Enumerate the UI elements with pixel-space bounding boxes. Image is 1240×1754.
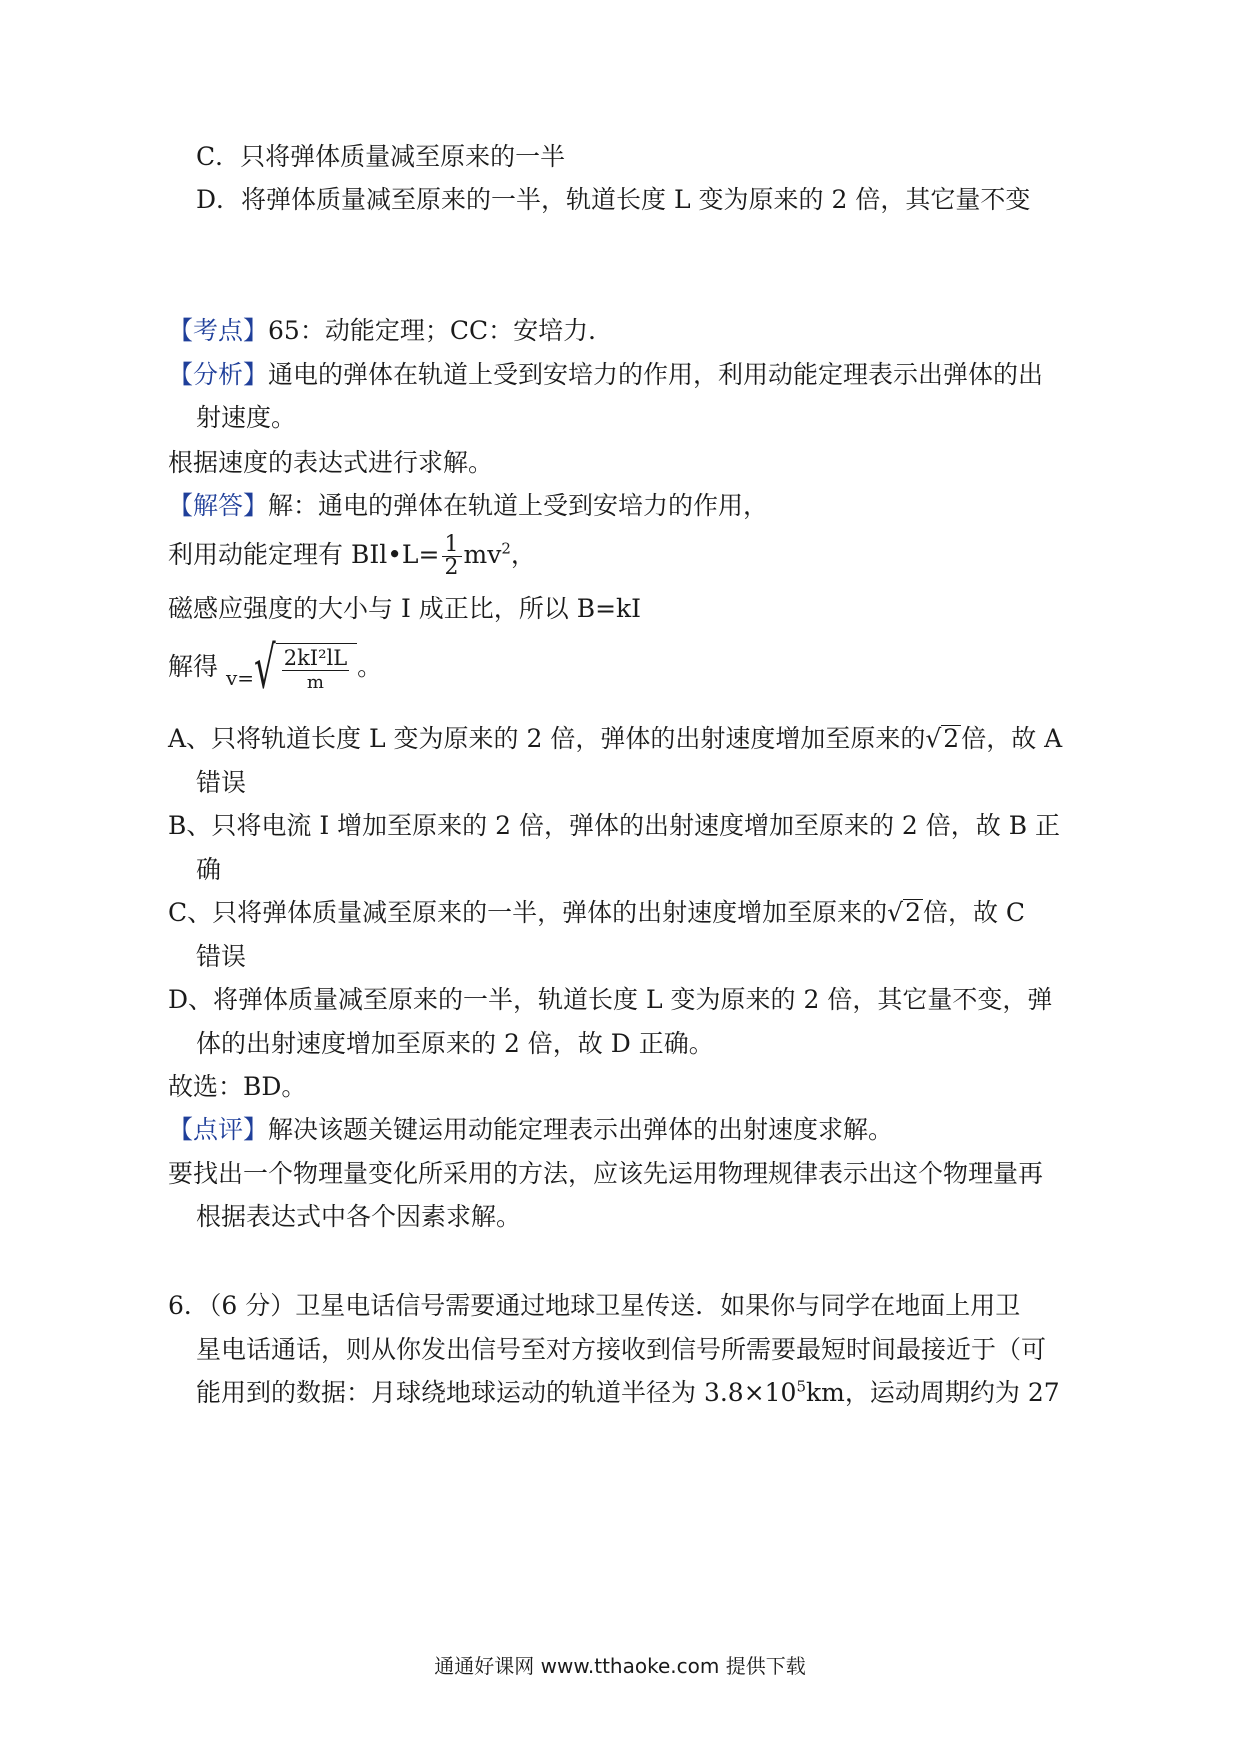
analysis-d-2: 体的出射速度增加至原来的 2 倍，故 D 正确。 [196, 1029, 714, 1058]
sqrt-icon: √ [254, 635, 276, 704]
kaodian-line [168, 314, 613, 348]
analysis-c-2: 错误 [196, 942, 247, 971]
sqrt-icon: √ [887, 898, 904, 927]
dianping-tag: 【点评】 [168, 1115, 269, 1144]
jieda-text: 解：通电的弹体在轨道上受到安培力的作用， [268, 491, 769, 520]
sqrt-numerator: 2kI²lL [283, 646, 348, 671]
analysis-a-1 [168, 722, 1062, 756]
dianping-line [168, 1113, 893, 1147]
question-6-line-1: 6．（6 分）卫星电话信号需要通过地球卫星传送．如果你与同学在地面上用卫 [168, 1291, 1021, 1320]
analysis-b-1: B、只将电流 I 增加至原来的 2 倍，弹体的出射速度增加至原来的 2 倍，故 B 正 [168, 811, 1061, 840]
solve-line [168, 632, 382, 713]
sqrt-icon: √ [925, 724, 942, 753]
q6-line3-post: km，运动周期约为 27 [806, 1378, 1060, 1407]
option-d: D．将弹体质量减至原来的一半，轨道长度 L 变为原来的 2 倍，其它量不变 [196, 185, 1031, 214]
solve-v: v= [225, 666, 255, 690]
q6-exponent: 5 [796, 1377, 807, 1396]
a1-root: 2 [943, 724, 960, 753]
q6-line3-pre: 能用到的数据：月球绕地球运动的轨道半径为 3.8×10 [196, 1378, 797, 1407]
kaodian-tag: 【考点】 [168, 316, 269, 345]
solve-end: 。 [357, 652, 383, 681]
fenxi-text: 通电的弹体在轨道上受到安培力的作用，利用动能定理表示出弹体的出 [268, 360, 1044, 389]
eq1-exponent: 2 [501, 539, 511, 558]
fenxi-line-3: 根据速度的表达式进行求解。 [168, 448, 494, 477]
fenxi-tag: 【分析】 [168, 360, 269, 389]
sqrt-body [276, 643, 357, 695]
analysis-b-2: 确 [196, 855, 222, 884]
analysis-a-2: 错误 [196, 768, 247, 797]
c1-pre: C、只将弹体质量减至原来的一半，弹体的出射速度增加至原来的 [168, 898, 888, 927]
solve-prefix: 解得 [168, 652, 219, 681]
frac-denominator: 2 [444, 555, 459, 580]
dianping-line-3: 根据表达式中各个因素求解。 [196, 1202, 522, 1231]
analysis-c-1 [168, 896, 1025, 930]
kaodian-text: 65：动能定理；CC：安培力． [268, 316, 614, 345]
dianping-text: 解决该题关键运用动能定理表示出弹体的出射速度求解。 [268, 1115, 894, 1144]
fenxi-line-1 [168, 358, 1043, 392]
fraction-half [442, 534, 462, 579]
frac-numerator: 1 [442, 534, 462, 557]
question-6-line-2: 星电话通话，则从你发出信号至对方接收到信号所需要最短时间最接近于（可 [196, 1335, 1047, 1364]
answer-line: 故选：BD。 [168, 1072, 307, 1101]
c1-post: 倍，故 C [922, 898, 1026, 927]
eq1-prefix: 利用动能定理有 BIl•L= [168, 540, 440, 569]
analysis-d-1: D、将弹体质量减至原来的一半，轨道长度 L 变为原来的 2 倍，其它量不变，弹 [168, 985, 1053, 1014]
a1-pre: A、只将轨道长度 L 变为原来的 2 倍，弹体的出射速度增加至原来的 [168, 724, 926, 753]
equation-energy [168, 530, 536, 580]
eq1-end: ， [510, 540, 536, 569]
sqrt-denominator: m [306, 672, 324, 694]
option-c: C．只将弹体质量减至原来的一半 [196, 142, 566, 171]
question-6-line-3 [196, 1376, 1060, 1410]
sqrt-expression [254, 633, 357, 705]
page-footer: 通通好课网 www.tthaoke.com 提供下载 [434, 1654, 806, 1678]
eq1-suffix: mv [463, 540, 502, 569]
magnetic-line: 磁感应强度的大小与 I 成正比，所以 B=kI [168, 594, 642, 623]
c1-root: 2 [905, 898, 921, 927]
a1-post: 倍，故 A [961, 724, 1063, 753]
jieda-tag: 【解答】 [168, 491, 269, 520]
dianping-line-2: 要找出一个物理量变化所采用的方法，应该先运用物理规律表示出这个物理量再 [168, 1159, 1044, 1188]
fenxi-line-2: 射速度。 [196, 403, 297, 432]
jieda-line [168, 489, 768, 523]
